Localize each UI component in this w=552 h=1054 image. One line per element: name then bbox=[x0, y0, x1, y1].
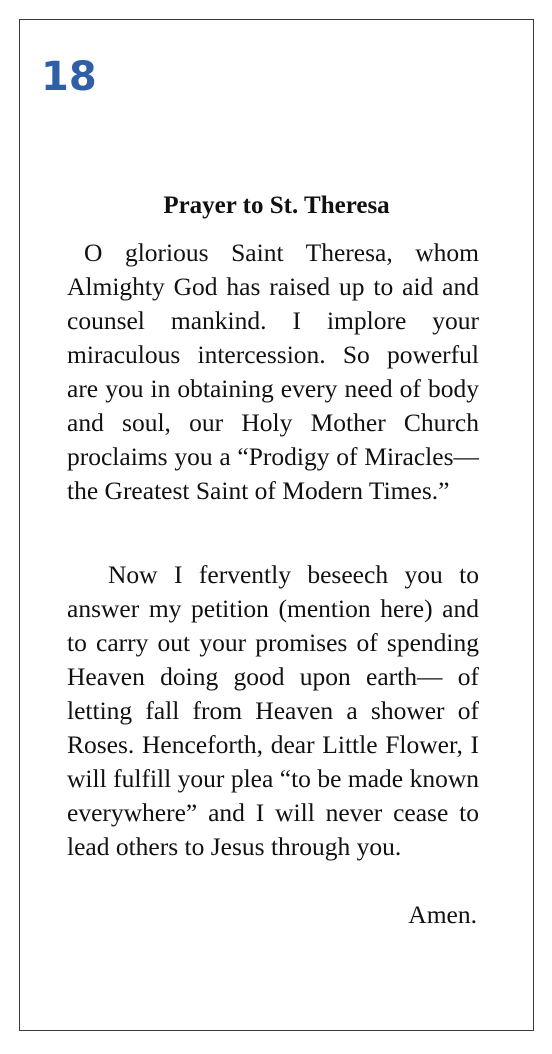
prayer-closing: Amen. bbox=[408, 900, 477, 929]
page-number: 18 bbox=[41, 54, 97, 100]
prayer-paragraph-1: O glorious Saint Theresa, whom Almighty God has raised up to aid and counsel mankind. I implore your miraculous intercession. So powerful are you in obtaining every need of body and soul, our Holy Mother Church proclaims you a “Prodigy of Miracles—the Greatest Saint of Modern Times.” bbox=[67, 238, 479, 505]
prayer-card bbox=[19, 19, 534, 1031]
prayer-paragraph-2: Now I fervently beseech you to answer my petition (mention here) and to carry out your promises of spending Heaven doing good upon earth— of letting fall from Heaven a shower of Roses. Henceforth, dear Little Flower, I will fulfill your plea “to be made known everywhere” and I will never cease to lead others to Jesus through you. bbox=[67, 560, 479, 861]
prayer-title: Prayer to St. Theresa bbox=[163, 192, 390, 219]
